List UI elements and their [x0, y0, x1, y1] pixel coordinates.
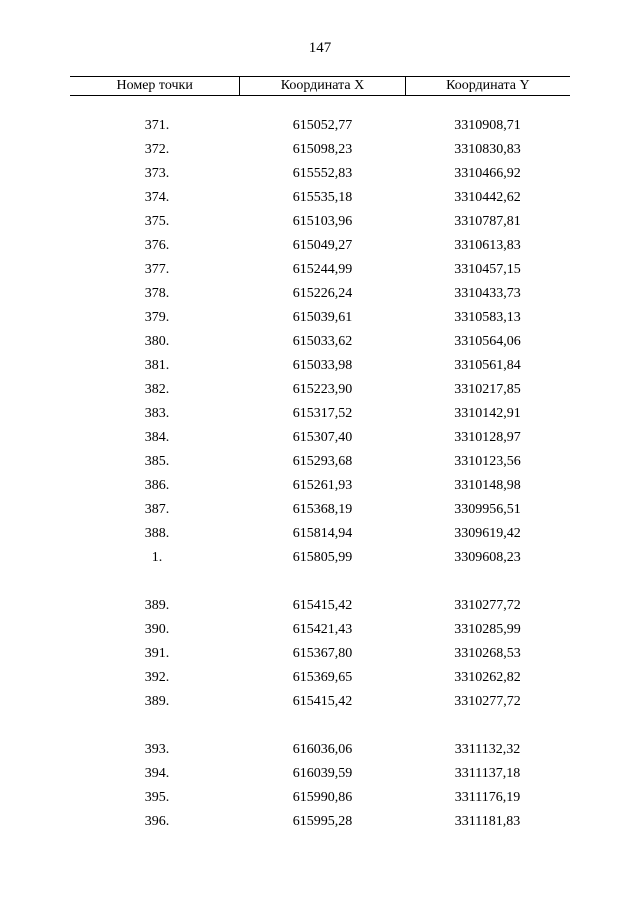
coordinate-y-cell: 3310561,84: [454, 358, 521, 373]
point-number-cell: 1.: [151, 550, 163, 565]
table-row: [70, 402, 570, 426]
point-number-cell: 393.: [144, 742, 170, 757]
point-number-cell: 372.: [144, 142, 170, 157]
coordinate-y-cell: 3311181,83: [454, 814, 521, 829]
point-number-cell: 377.: [144, 262, 170, 277]
point-number-cell: 382.: [144, 382, 170, 397]
table-header: [70, 76, 570, 96]
table-row: [70, 138, 570, 162]
coordinate-y-cell: 3310262,82: [454, 670, 521, 685]
coordinate-y-cell: 3311137,18: [454, 766, 521, 781]
coordinate-y-cell: 3310908,71: [454, 118, 521, 133]
point-number-cell: 392.: [144, 670, 170, 685]
coordinate-x-cell: 615103,96: [292, 214, 353, 229]
coordinate-y-cell: 3310787,81: [454, 214, 521, 229]
point-number-cell: 380.: [144, 334, 170, 349]
coordinate-y-cell: 3310142,91: [454, 406, 521, 421]
table-row: [70, 162, 570, 186]
table-row: [70, 114, 570, 138]
coordinate-x-cell: 615223,90: [292, 382, 353, 397]
coordinate-x-cell: 615052,77: [292, 118, 353, 133]
table-row: [70, 738, 570, 762]
table-row: [70, 618, 570, 642]
coordinate-x-cell: 615226,24: [292, 286, 353, 301]
coordinate-y-cell: 3310433,73: [454, 286, 521, 301]
table-row: [70, 210, 570, 234]
coordinate-y-cell: 3311176,19: [454, 790, 521, 805]
coordinate-x-cell: 615805,99: [292, 550, 353, 565]
row-spacer: [70, 714, 570, 738]
coordinate-y-cell: 3310285,99: [454, 622, 521, 637]
point-number-cell: 379.: [144, 310, 170, 325]
coordinate-y-cell: 3310123,56: [454, 454, 521, 469]
point-number-cell: 388.: [144, 526, 170, 541]
coordinate-x-cell: 615814,94: [292, 526, 353, 541]
coordinate-x-cell: 615368,19: [292, 502, 353, 517]
coordinate-x-cell: 615261,93: [292, 478, 353, 493]
coordinate-x-cell: 615098,23: [292, 142, 353, 157]
coordinate-y-cell: 3310564,06: [454, 334, 521, 349]
point-number-cell: 386.: [144, 478, 170, 493]
coordinate-x-cell: 615535,18: [292, 190, 353, 205]
table-row: [70, 378, 570, 402]
point-number-cell: 371.: [144, 118, 170, 133]
coordinate-x-cell: 615033,98: [292, 358, 353, 373]
table-row: [70, 762, 570, 786]
coordinate-x-cell: 615307,40: [292, 430, 353, 445]
header-coordinate-x: Координата X: [239, 77, 404, 95]
coordinate-y-cell: 3310277,72: [454, 598, 521, 613]
table-row: [70, 426, 570, 450]
table-row: [70, 330, 570, 354]
coordinate-y-cell: 3310217,85: [454, 382, 521, 397]
table-row: [70, 666, 570, 690]
table-row: [70, 258, 570, 282]
table-row: [70, 474, 570, 498]
coordinate-y-cell: 3310268,53: [454, 646, 521, 661]
table-row: [70, 642, 570, 666]
point-number-cell: 391.: [144, 646, 170, 661]
table-row: [70, 354, 570, 378]
point-number-cell: 394.: [144, 766, 170, 781]
coordinate-x-cell: 616039,59: [292, 766, 353, 781]
header-point-number: Номер точки: [116, 78, 193, 93]
coordinate-x-cell: 615039,61: [292, 310, 353, 325]
row-spacer: [70, 570, 570, 594]
coordinate-x-cell: 615552,83: [292, 166, 353, 181]
coordinate-x-cell: 615990,86: [292, 790, 353, 805]
header-coordinate-y: Координата Y: [405, 77, 570, 95]
point-number-cell: 374.: [144, 190, 170, 205]
point-number-cell: 378.: [144, 286, 170, 301]
coordinate-y-cell: 3310466,92: [454, 166, 521, 181]
coordinate-y-cell: 3309956,51: [454, 502, 521, 517]
coordinate-x-cell: 616036,06: [292, 742, 353, 757]
coordinates-table: [70, 76, 570, 834]
point-number-cell: 383.: [144, 406, 170, 421]
coordinate-y-cell: 3309619,42: [454, 526, 521, 541]
point-number-cell: 396.: [144, 814, 170, 829]
point-number-cell: 376.: [144, 238, 170, 253]
point-number-cell: 384.: [144, 430, 170, 445]
table-row: [70, 498, 570, 522]
table-row: [70, 450, 570, 474]
table-row: [70, 306, 570, 330]
coordinate-x-cell: 615317,52: [292, 406, 353, 421]
point-number-cell: 389.: [144, 694, 170, 709]
point-number-cell: 389.: [144, 598, 170, 613]
coordinate-x-cell: 615369,65: [292, 670, 353, 685]
coordinate-x-cell: 615244,99: [292, 262, 353, 277]
point-number-cell: 385.: [144, 454, 170, 469]
coordinate-y-cell: 3310613,83: [454, 238, 521, 253]
table-body: [70, 96, 570, 834]
coordinate-y-cell: 3310277,72: [454, 694, 521, 709]
page-number: 147: [308, 40, 332, 56]
table-row: [70, 594, 570, 618]
table-row: [70, 546, 570, 570]
coordinate-x-cell: 615995,28: [292, 814, 353, 829]
coordinate-x-cell: 615421,43: [292, 622, 353, 637]
coordinate-x-cell: 615293,68: [292, 454, 353, 469]
coordinate-x-cell: 615415,42: [292, 694, 353, 709]
table-row: [70, 282, 570, 306]
table-row: [70, 522, 570, 546]
point-number-cell: 381.: [144, 358, 170, 373]
coordinate-y-cell: 3310457,15: [454, 262, 521, 277]
coordinate-x-cell: 615367,80: [292, 646, 353, 661]
coordinate-y-cell: 3310148,98: [454, 478, 521, 493]
coordinate-y-cell: 3310583,13: [454, 310, 521, 325]
point-number-cell: 387.: [144, 502, 170, 517]
point-number-cell: 395.: [144, 790, 170, 805]
coordinate-y-cell: 3310128,97: [454, 430, 521, 445]
point-number-cell: 390.: [144, 622, 170, 637]
coordinate-y-cell: 3309608,23: [454, 550, 521, 565]
point-number-cell: 375.: [144, 214, 170, 229]
table-row: [70, 786, 570, 810]
coordinate-x-cell: 615415,42: [292, 598, 353, 613]
table-row: [70, 690, 570, 714]
coordinate-y-cell: 3310830,83: [454, 142, 521, 157]
table-row: [70, 186, 570, 210]
table-row: [70, 810, 570, 834]
coordinate-x-cell: 615033,62: [292, 334, 353, 349]
coordinate-x-cell: 615049,27: [292, 238, 353, 253]
coordinate-y-cell: 3311132,32: [454, 742, 521, 757]
coordinate-y-cell: 3310442,62: [454, 190, 521, 205]
table-row: [70, 234, 570, 258]
point-number-cell: 373.: [144, 166, 170, 181]
